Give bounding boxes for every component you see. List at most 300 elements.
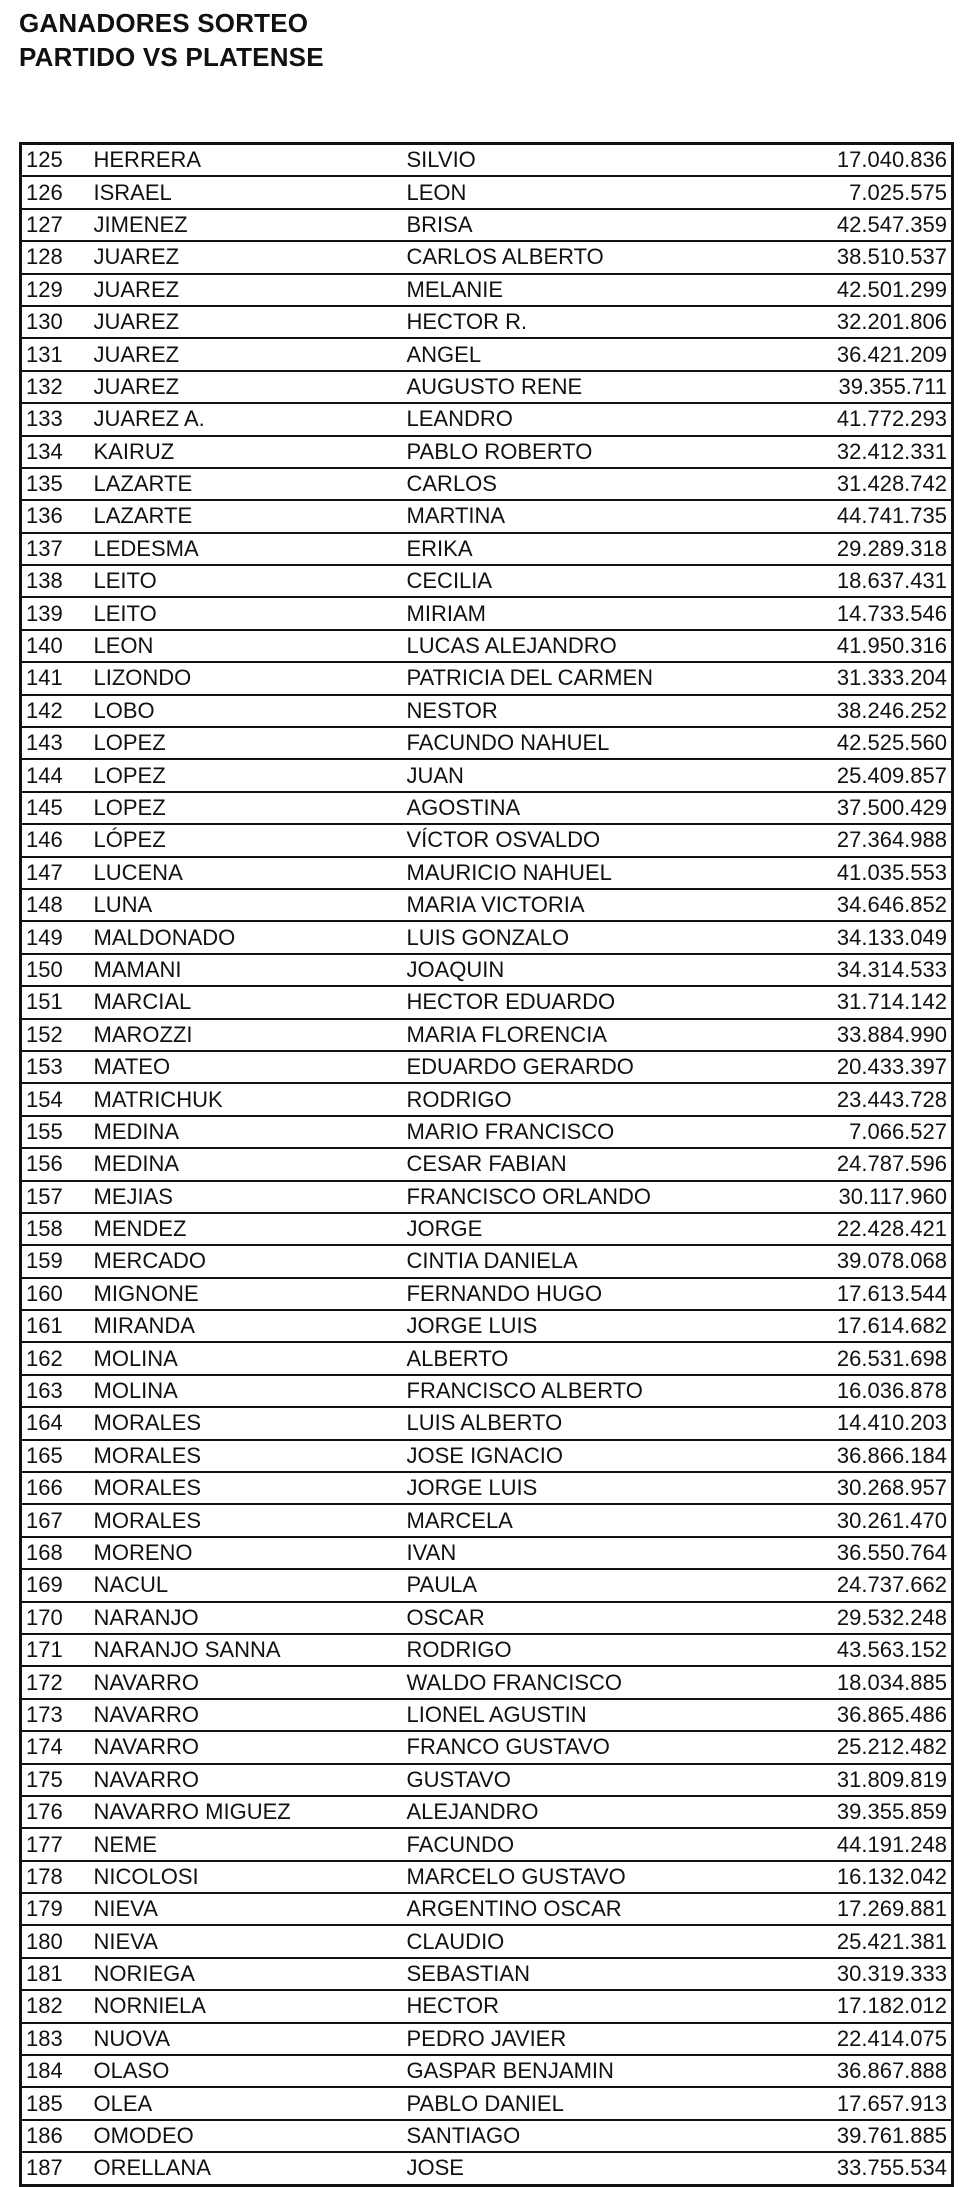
first-name-cell: JOSE xyxy=(406,2155,464,2181)
dni-cell: 22.428.421 xyxy=(774,1213,953,1245)
row-number: 154 xyxy=(21,1083,94,1115)
table-row xyxy=(21,1407,953,1439)
first-name-cell: MARTINA xyxy=(404,500,774,532)
last-name-cell: LUNA xyxy=(94,889,404,921)
row-number: 165 xyxy=(21,1440,94,1472)
table-row xyxy=(21,436,953,468)
dni-cell: 36.421.209 xyxy=(774,338,953,370)
row-number: 169 xyxy=(21,1569,94,1601)
table-row xyxy=(21,1796,953,1828)
row-number: 158 xyxy=(21,1213,94,1245)
row-number: 170 xyxy=(21,1602,94,1634)
dni-cell: 39.761.885 xyxy=(774,2120,953,2152)
dni-cell: 25.212.482 xyxy=(774,1731,953,1763)
last-name-cell: NIEVA xyxy=(94,1925,404,1957)
first-name-cell: RODRIGO xyxy=(404,1634,774,1666)
last-name-cell: LEDESMA xyxy=(94,533,404,565)
table-row xyxy=(21,1213,953,1245)
table-row xyxy=(21,2152,953,2185)
table-row xyxy=(21,695,953,727)
first-name-cell: HECTOR EDUARDO xyxy=(404,986,774,1018)
row-number: 187 xyxy=(26,2155,63,2181)
row-number: 182 xyxy=(21,1990,94,2022)
table-row xyxy=(21,2023,953,2055)
dni-cell: 31.428.742 xyxy=(774,468,953,500)
dni-cell: 20.433.397 xyxy=(774,1051,953,1083)
table-row xyxy=(21,1504,953,1536)
table-row xyxy=(21,1278,953,1310)
dni-cell: 7.025.575 xyxy=(774,176,953,208)
row-number: 141 xyxy=(21,662,94,694)
last-name-cell: MERCADO xyxy=(94,1245,404,1277)
last-name-cell: NEME xyxy=(94,1828,404,1860)
first-name-cell: CARLOS ALBERTO xyxy=(404,241,774,273)
table-row xyxy=(21,274,953,306)
last-name-cell: NARANJO SANNA xyxy=(94,1634,404,1666)
row-number: 130 xyxy=(21,306,94,338)
table-row xyxy=(21,1537,953,1569)
first-name-cell: SANTIAGO xyxy=(404,2120,774,2152)
dni-cell: 33.755.534 xyxy=(836,2155,947,2181)
table-row xyxy=(21,565,953,597)
dni-cell: 30.319.333 xyxy=(774,1958,953,1990)
dni-cell: 17.040.836 xyxy=(774,144,953,177)
last-name-cell: JUAREZ xyxy=(94,241,404,273)
dni-cell: 24.737.662 xyxy=(774,1569,953,1601)
dni-cell: 36.550.764 xyxy=(774,1537,953,1569)
dni-cell: 44.741.735 xyxy=(774,500,953,532)
last-name-cell: ORELLANA xyxy=(93,2155,211,2181)
row-number: 134 xyxy=(21,436,94,468)
first-name-cell: HECTOR R. xyxy=(404,306,774,338)
last-name-cell: MEDINA xyxy=(94,1116,404,1148)
last-name-cell: MORALES xyxy=(94,1440,404,1472)
table-row xyxy=(21,1731,953,1763)
dni-cell: 24.787.596 xyxy=(774,1148,953,1180)
first-name-cell: NESTOR xyxy=(404,695,774,727)
row-number: 155 xyxy=(21,1116,94,1148)
last-name-cell: HERRERA xyxy=(94,144,404,177)
last-name-cell: MIGNONE xyxy=(94,1278,404,1310)
dni-cell: 34.646.852 xyxy=(774,889,953,921)
dni-cell: 43.563.152 xyxy=(774,1634,953,1666)
dni-cell: 39.078.068 xyxy=(774,1245,953,1277)
last-name-cell: MALDONADO xyxy=(94,921,404,953)
first-name-cell: GUSTAVO xyxy=(404,1764,774,1796)
first-name-cell: CECILIA xyxy=(404,565,774,597)
dni-cell: 33.884.990 xyxy=(774,1019,953,1051)
last-name-cell: OLEA xyxy=(94,2087,404,2119)
row-number: 176 xyxy=(21,1796,94,1828)
first-name-cell: AUGUSTO RENE xyxy=(404,371,774,403)
row-number: 156 xyxy=(21,1148,94,1180)
dni-cell: 36.867.888 xyxy=(774,2055,953,2087)
page-title xyxy=(19,6,324,74)
dni-cell: 16.132.042 xyxy=(774,1861,953,1893)
first-name-cell: FACUNDO NAHUEL xyxy=(404,727,774,759)
first-name-cell: LUIS ALBERTO xyxy=(404,1407,774,1439)
first-name-cell: JORGE LUIS xyxy=(404,1310,774,1342)
table-row xyxy=(21,986,953,1018)
first-name-cell: MELANIE xyxy=(404,274,774,306)
first-name-cell: AGOSTINA xyxy=(404,792,774,824)
dni-cell: 42.547.359 xyxy=(774,209,953,241)
first-name-cell: MAURICIO NAHUEL xyxy=(404,857,774,889)
first-name-cell: PAULA xyxy=(404,1569,774,1601)
row-number: 183 xyxy=(21,2023,94,2055)
table-row xyxy=(21,857,953,889)
first-name-cell: MARIO FRANCISCO xyxy=(404,1116,774,1148)
table-row xyxy=(21,824,953,856)
row-number: 135 xyxy=(21,468,94,500)
last-name-cell: LÓPEZ xyxy=(94,824,404,856)
first-name-cell: FRANCO GUSTAVO xyxy=(404,1731,774,1763)
first-name-cell: HECTOR xyxy=(404,1990,774,2022)
last-name-cell: JUAREZ xyxy=(94,371,404,403)
dni-cell: 25.421.381 xyxy=(774,1925,953,1957)
dni-cell: 16.036.878 xyxy=(774,1375,953,1407)
last-name-cell: LOBO xyxy=(94,695,404,727)
row-number: 127 xyxy=(21,209,94,241)
table-row xyxy=(21,468,953,500)
dni-cell: 36.865.486 xyxy=(774,1699,953,1731)
dni-cell: 39.355.859 xyxy=(774,1796,953,1828)
dni-cell: 37.500.429 xyxy=(774,792,953,824)
row-number: 136 xyxy=(21,500,94,532)
table-row xyxy=(21,338,953,370)
table-row xyxy=(21,1925,953,1957)
table-row xyxy=(21,241,953,273)
table-row xyxy=(21,759,953,791)
dni-cell: 38.510.537 xyxy=(774,241,953,273)
last-name-cell: MORENO xyxy=(94,1537,404,1569)
row-number: 162 xyxy=(21,1342,94,1374)
row-number: 173 xyxy=(21,1699,94,1731)
first-name-cell: ALBERTO xyxy=(404,1342,774,1374)
table-row xyxy=(21,630,953,662)
dni-cell: 42.525.560 xyxy=(774,727,953,759)
last-name-cell: LEITO xyxy=(94,597,404,629)
row-number: 185 xyxy=(21,2087,94,2119)
row-number: 133 xyxy=(21,403,94,435)
first-name-cell: SILVIO xyxy=(404,144,774,177)
table-row xyxy=(21,1893,953,1925)
row-number: 164 xyxy=(21,1407,94,1439)
dni-cell: 41.772.293 xyxy=(774,403,953,435)
table-row xyxy=(21,1666,953,1698)
first-name-cell: JORGE LUIS xyxy=(404,1472,774,1504)
last-name-cell: MORALES xyxy=(94,1472,404,1504)
last-name-cell: MAMANI xyxy=(94,954,404,986)
dni-cell: 22.414.075 xyxy=(774,2023,953,2055)
row-number: 140 xyxy=(21,630,94,662)
last-name-cell: NAVARRO MIGUEZ xyxy=(94,1796,404,1828)
last-name-cell: JUAREZ xyxy=(94,274,404,306)
first-name-cell: ARGENTINO OSCAR xyxy=(404,1893,774,1925)
last-name-cell: OLASO xyxy=(94,2055,404,2087)
table-row xyxy=(21,921,953,953)
last-name-cell: LUCENA xyxy=(94,857,404,889)
dni-cell: 17.182.012 xyxy=(774,1990,953,2022)
last-name-cell: LOPEZ xyxy=(94,727,404,759)
first-name-cell: VÍCTOR OSVALDO xyxy=(404,824,774,856)
dni-cell: 34.133.049 xyxy=(774,921,953,953)
row-number: 125 xyxy=(21,144,94,177)
first-name-cell: OSCAR xyxy=(404,1602,774,1634)
first-name-cell: MARIA FLORENCIA xyxy=(404,1019,774,1051)
last-name-cell: LAZARTE xyxy=(94,500,404,532)
row-number: 144 xyxy=(21,759,94,791)
table-row xyxy=(21,2055,953,2087)
first-name-cell: LEANDRO xyxy=(404,403,774,435)
first-name-cell: RODRIGO xyxy=(404,1083,774,1115)
dni-cell: 17.269.881 xyxy=(774,1893,953,1925)
first-name-cell: CARLOS xyxy=(404,468,774,500)
last-name-cell: NAVARRO xyxy=(94,1666,404,1698)
first-name-cell: FRANCISCO ORLANDO xyxy=(404,1181,774,1213)
last-name-cell: NACUL xyxy=(94,1569,404,1601)
last-name-cell: LOPEZ xyxy=(94,792,404,824)
dni-cell: 18.637.431 xyxy=(774,565,953,597)
dni-cell: 14.410.203 xyxy=(774,1407,953,1439)
row-number: 126 xyxy=(21,176,94,208)
dni-cell: 17.613.544 xyxy=(774,1278,953,1310)
row-number: 131 xyxy=(21,338,94,370)
last-name-cell: NAVARRO xyxy=(94,1731,404,1763)
last-name-cell: NUOVA xyxy=(94,2023,404,2055)
first-name-cell: FRANCISCO ALBERTO xyxy=(404,1375,774,1407)
table-row xyxy=(21,1375,953,1407)
table-row xyxy=(21,1019,953,1051)
title-line-2: PARTIDO VS PLATENSE xyxy=(19,42,324,72)
row-number: 160 xyxy=(21,1278,94,1310)
first-name-cell: LIONEL AGUSTIN xyxy=(404,1699,774,1731)
last-name-cell: NORNIELA xyxy=(94,1990,404,2022)
first-name-cell: IVAN xyxy=(404,1537,774,1569)
table-row xyxy=(21,176,953,208)
last-name-cell: NARANJO xyxy=(94,1602,404,1634)
row-number: 180 xyxy=(21,1925,94,1957)
last-name-cell: NICOLOSI xyxy=(94,1861,404,1893)
last-name-cell: NAVARRO xyxy=(94,1699,404,1731)
last-name-cell: LOPEZ xyxy=(94,759,404,791)
first-name-cell: FACUNDO xyxy=(404,1828,774,1860)
first-name-cell: PABLO ROBERTO xyxy=(404,436,774,468)
table-row xyxy=(21,1764,953,1796)
row-number: 168 xyxy=(21,1537,94,1569)
first-name-cell: BRISA xyxy=(404,209,774,241)
dni-cell: 14.733.546 xyxy=(774,597,953,629)
first-name-cell: LUCAS ALEJANDRO xyxy=(404,630,774,662)
table-row xyxy=(21,1051,953,1083)
table-row xyxy=(21,1148,953,1180)
last-name-cell: OMODEO xyxy=(94,2120,404,2152)
dni-cell: 29.532.248 xyxy=(774,1602,953,1634)
last-name-cell: ISRAEL xyxy=(94,176,404,208)
last-name-cell: JIMENEZ xyxy=(94,209,404,241)
row-number: 138 xyxy=(21,565,94,597)
title-line-1: GANADORES SORTEO xyxy=(19,8,309,38)
last-name-cell: MATEO xyxy=(94,1051,404,1083)
winners-table xyxy=(19,142,954,2187)
row-number: 166 xyxy=(21,1472,94,1504)
dni-cell: 7.066.527 xyxy=(774,1116,953,1148)
last-name-cell: LEITO xyxy=(94,565,404,597)
dni-cell: 30.117.960 xyxy=(774,1181,953,1213)
row-number: 145 xyxy=(21,792,94,824)
table-row xyxy=(21,662,953,694)
table-row xyxy=(21,2120,953,2152)
dni-cell: 41.035.553 xyxy=(774,857,953,889)
last-name-cell: MARCIAL xyxy=(94,986,404,1018)
row-number: 129 xyxy=(21,274,94,306)
dni-cell: 26.531.698 xyxy=(774,1342,953,1374)
row-number: 172 xyxy=(21,1666,94,1698)
last-name-cell: MOLINA xyxy=(94,1342,404,1374)
row-number: 148 xyxy=(21,889,94,921)
last-name-cell: MENDEZ xyxy=(94,1213,404,1245)
row-number: 142 xyxy=(21,695,94,727)
row-number: 139 xyxy=(21,597,94,629)
row-number: 157 xyxy=(21,1181,94,1213)
row-number: 177 xyxy=(21,1828,94,1860)
table-row xyxy=(21,1569,953,1601)
row-number: 153 xyxy=(21,1051,94,1083)
table-row xyxy=(21,954,953,986)
last-name-cell: KAIRUZ xyxy=(94,436,404,468)
last-name-cell: NORIEGA xyxy=(94,1958,404,1990)
table-row xyxy=(21,1990,953,2022)
first-name-cell: EDUARDO GERARDO xyxy=(404,1051,774,1083)
first-name-cell: PATRICIA DEL CARMEN xyxy=(404,662,774,694)
first-name-cell: ALEJANDRO xyxy=(404,1796,774,1828)
table-row xyxy=(21,1245,953,1277)
first-name-cell: CINTIA DANIELA xyxy=(404,1245,774,1277)
dni-cell: 30.268.957 xyxy=(774,1472,953,1504)
row-number: 137 xyxy=(21,533,94,565)
dni-cell: 17.614.682 xyxy=(774,1310,953,1342)
first-name-cell: JUAN xyxy=(404,759,774,791)
first-name-cell: LUIS GONZALO xyxy=(404,921,774,953)
row-number: 175 xyxy=(21,1764,94,1796)
row-number: 132 xyxy=(21,371,94,403)
first-name-cell: CESAR FABIAN xyxy=(404,1148,774,1180)
last-name-cell: NAVARRO xyxy=(94,1764,404,1796)
first-name-cell: MARIA VICTORIA xyxy=(404,889,774,921)
dni-cell: 32.201.806 xyxy=(774,306,953,338)
dni-cell: 44.191.248 xyxy=(774,1828,953,1860)
table-row xyxy=(21,1472,953,1504)
first-name-cell: WALDO FRANCISCO xyxy=(404,1666,774,1698)
dni-cell: 36.866.184 xyxy=(774,1440,953,1472)
table-row xyxy=(21,1634,953,1666)
row-number: 184 xyxy=(21,2055,94,2087)
last-name-cell: MORALES xyxy=(94,1504,404,1536)
row-number: 178 xyxy=(21,1861,94,1893)
last-name-cell: MIRANDA xyxy=(94,1310,404,1342)
last-name-cell: LIZONDO xyxy=(94,662,404,694)
dni-cell: 17.657.913 xyxy=(774,2087,953,2119)
last-name-cell: MAROZZI xyxy=(94,1019,404,1051)
first-name-cell: CLAUDIO xyxy=(404,1925,774,1957)
dni-cell: 23.443.728 xyxy=(774,1083,953,1115)
dni-cell: 29.289.318 xyxy=(774,533,953,565)
winners-table-body xyxy=(21,144,953,2186)
row-number: 152 xyxy=(21,1019,94,1051)
dni-cell: 18.034.885 xyxy=(774,1666,953,1698)
row-number: 186 xyxy=(21,2120,94,2152)
row-number: 151 xyxy=(21,986,94,1018)
last-name-cell: NIEVA xyxy=(94,1893,404,1925)
last-name-cell: LAZARTE xyxy=(94,468,404,500)
row-number: 171 xyxy=(21,1634,94,1666)
table-row xyxy=(21,306,953,338)
row-number: 159 xyxy=(21,1245,94,1277)
table-row xyxy=(21,500,953,532)
dni-cell: 31.809.819 xyxy=(774,1764,953,1796)
first-name-cell: SEBASTIAN xyxy=(404,1958,774,1990)
table-row xyxy=(21,144,953,177)
dni-cell: 32.412.331 xyxy=(774,436,953,468)
table-row xyxy=(21,1116,953,1148)
first-name-cell: JOAQUIN xyxy=(404,954,774,986)
dni-cell: 30.261.470 xyxy=(774,1504,953,1536)
dni-cell: 25.409.857 xyxy=(774,759,953,791)
first-name-cell: JORGE xyxy=(404,1213,774,1245)
row-number: 174 xyxy=(21,1731,94,1763)
first-name-cell: MARCELA xyxy=(404,1504,774,1536)
row-number: 147 xyxy=(21,857,94,889)
row-number: 149 xyxy=(21,921,94,953)
dni-cell: 39.355.711 xyxy=(774,371,953,403)
table-row xyxy=(21,889,953,921)
table-row xyxy=(21,403,953,435)
last-name-cell: MEDINA xyxy=(94,1148,404,1180)
first-name-cell: ANGEL xyxy=(404,338,774,370)
row-number: 146 xyxy=(21,824,94,856)
row-number: 143 xyxy=(21,727,94,759)
table-row xyxy=(21,727,953,759)
table-row xyxy=(21,1828,953,1860)
row-number: 128 xyxy=(21,241,94,273)
table-row xyxy=(21,1083,953,1115)
first-name-cell: FERNANDO HUGO xyxy=(404,1278,774,1310)
last-name-cell: JUAREZ A. xyxy=(94,403,404,435)
dni-cell: 38.246.252 xyxy=(774,695,953,727)
first-name-cell: PABLO DANIEL xyxy=(404,2087,774,2119)
table-row xyxy=(21,1699,953,1731)
dni-cell: 31.714.142 xyxy=(774,986,953,1018)
first-name-cell: ERIKA xyxy=(404,533,774,565)
dni-cell: 34.314.533 xyxy=(774,954,953,986)
dni-cell: 27.364.988 xyxy=(774,824,953,856)
row-number: 179 xyxy=(21,1893,94,1925)
last-name-cell: MEJIAS xyxy=(94,1181,404,1213)
last-name-cell: MORALES xyxy=(94,1407,404,1439)
table-row xyxy=(21,597,953,629)
table-row xyxy=(21,1440,953,1472)
table-row xyxy=(21,2087,953,2119)
last-name-cell: LEON xyxy=(94,630,404,662)
first-name-cell: GASPAR BENJAMIN xyxy=(404,2055,774,2087)
first-name-cell: JOSE IGNACIO xyxy=(404,1440,774,1472)
last-name-cell: MATRICHUK xyxy=(94,1083,404,1115)
dni-cell: 42.501.299 xyxy=(774,274,953,306)
first-name-cell: MARCELO GUSTAVO xyxy=(404,1861,774,1893)
table-row xyxy=(21,1958,953,1990)
row-number: 181 xyxy=(21,1958,94,1990)
first-name-cell: LEON xyxy=(404,176,774,208)
